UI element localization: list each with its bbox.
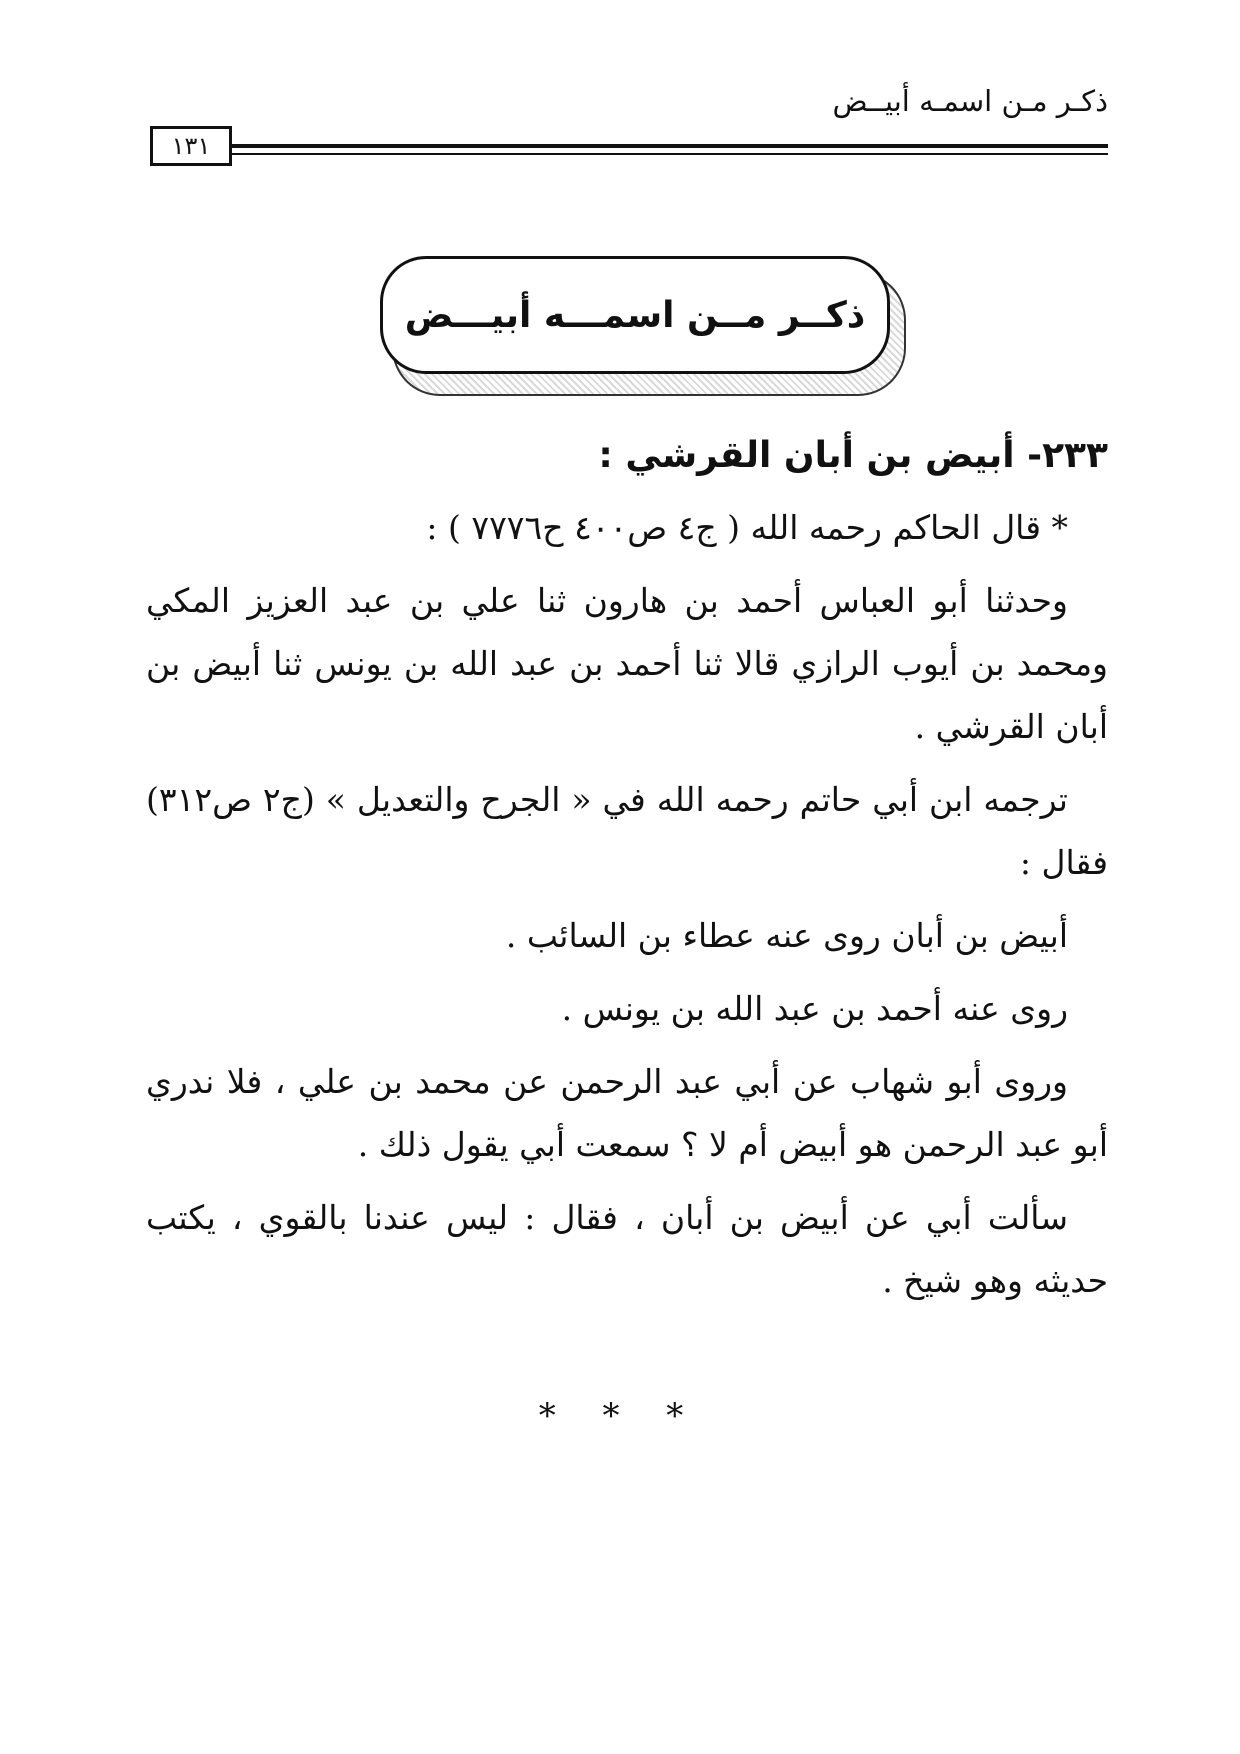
isnad-paragraph: وحدثنا أبو العباس أحمد بن هارون ثنا علي بن عبد العزيز المكي ومحمد بن أيوب الرازي قالا ثنا أحمد بن عبد الله بن يونس ثنا أبيض بن أبان القرشي . [146,581,1108,746]
chapter-title: ذكــر مــن اسمـــه أبيـــض [404,294,866,336]
header-rule-thick [232,144,1108,148]
quote-paragraph: وروى أبو شهاب عن أبي عبد الرحمن عن محمد بن علي ، فلا ندري أبو عبد الرحمن هو أبيض أم لا ؟ سمعت أبي يقول ذلك . [146,1062,1108,1164]
entry-heading: ٢٣٣- أبيض بن أبان القرشي : [598,435,1108,476]
section-separator: * * * [538,1396,702,1436]
citation-line: * قال الحاكم رحمه الله ( ج٤ ص٤٠٠ ح٧٧٧٦ ) : [426,508,1068,547]
entry-content [146,428,1108,1322]
biography-intro: ترجمه ابن أبي حاتم رحمه الله في « الجرح والتعديل » (ج٢ ص٣١٢) فقال : [146,780,1108,882]
quote-line: أبيض بن أبان روى عنه عطاء بن السائب . [505,916,1068,955]
header-rule-thin [232,153,1108,155]
quote-paragraph: سألت أبي عن أبيض بن أبان ، فقال : ليس عندنا بالقوي ، يكتب حديثه وهو شيخ . [146,1198,1108,1300]
quote-line: روى عنه أحمد بن عبد الله بن يونس . [561,989,1068,1028]
running-header-title: ذكـر مـن اسمـه أبيــض [832,84,1108,118]
chapter-title-box [380,256,890,374]
page-number: ١٣١ [150,126,232,166]
